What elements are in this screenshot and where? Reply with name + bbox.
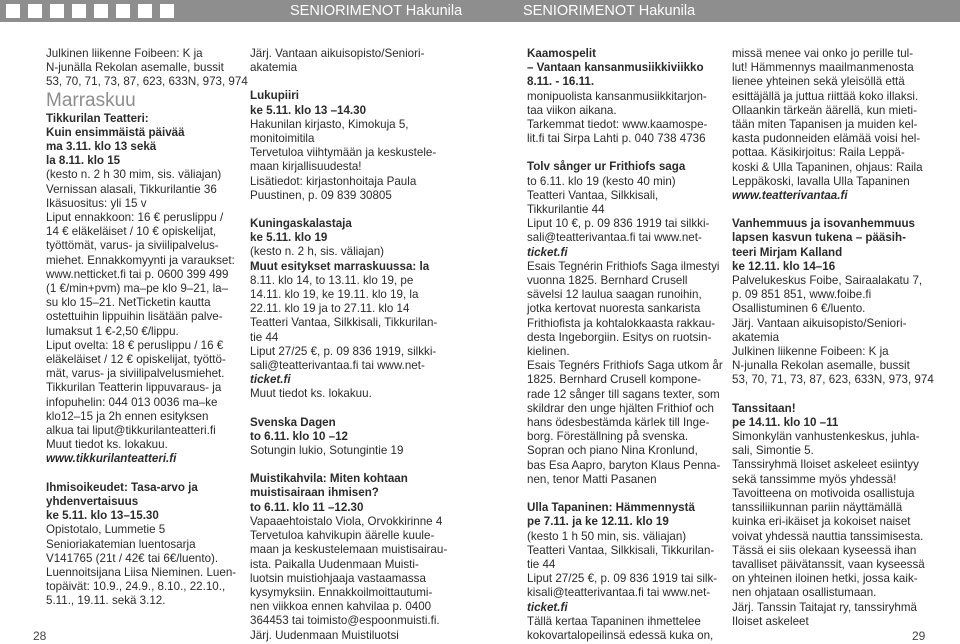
text-line: Tikkurilan Teatteri: [46,111,149,125]
text-line: rade 12 sånger till sagans texter, som [527,387,720,401]
text-line: monitoimitila [250,132,315,146]
text-line: kysymyksiin. Ennakkoilmoittautumi- [250,585,433,599]
text-line: kasta pudonneiden elämää voisi hel- [732,132,921,146]
text-line: tään miten Tapanisen ja muiden kel- [732,118,918,132]
text-line: (kesto n. 2 h, sis. väliajan) [250,245,385,259]
square-icon [138,4,152,18]
text-line: Iloiset askeleet [732,614,809,628]
text-line: infopuhelin: 044 013 0036 ma–ke [46,395,218,409]
text-line: akatemia [732,330,780,344]
text-line: Tervetuloa kahvikupin äärelle kuule- [250,529,435,543]
text-line: 22.11. klo 19 ja to 27.11. klo 14 [250,302,410,316]
text-column-1 [46,47,248,609]
text-line: Muut esitykset marraskuussa: la [250,259,430,273]
page-number-left: 28 [33,629,47,643]
text-line: (kesto n. 2 h 30 mim, sis. väliajan) [46,168,222,182]
text-line: Osallistuminen 6 €/luento. [732,302,866,316]
text-line: ista. Paikalla Uudenmaan Muisti- [250,557,419,571]
square-icon [28,4,42,18]
text-line: 14.11. klo 19, ke 19.11. klo 19, la [250,288,419,302]
text-line: Hakunilan kirjasto, Kimokuja 5, [250,117,409,131]
text-line: Senioriakatemian luentosarja [46,537,196,551]
page-number-right: 29 [912,629,926,643]
text-line: Ulla Tapaninen: Hämmennystä [527,501,695,515]
text-line: tie 44 [527,557,556,571]
spacer [527,487,723,501]
text-line: 53, 70, 71, 73, 87, 623, 633N, 973, 974 [732,373,934,387]
square-icon [160,4,174,18]
text-line: Liput 27/25 €, p. 09 836 1919, silkki- [250,344,437,358]
text-line: Muut tiedot ks. lokakuu. [46,438,168,452]
text-line: sali@teatterivantaa.fi tai www.net- [250,359,425,373]
text-line: ostettuihin lippuihin lisätään palve- [46,310,223,324]
text-line: voivat yhdessä nauttia tanssimisesta. [732,529,924,543]
text-line: luotsin muistiohjaaja vastaamassa [250,571,426,585]
text-line: Simonkylän vanhustenkeskus, juhla- [732,430,920,444]
text-line: Tarkemmat tiedot: www.kaamospe- [527,118,708,132]
text-line: hans ödesbestämda kärlek till Inge- [527,416,710,430]
text-line: kokovartalopeilinsä edessä kuka on, [527,628,714,642]
spacer [250,402,447,416]
text-line: V141765 (21t / 42€ tai 6€/luento). [46,551,219,565]
text-line: 5.11., 19.11. sekä 3.12. [46,594,166,608]
text-line: Kuin ensimmäistä päivää [46,125,185,139]
text-line: Svenska Dagen [250,415,336,429]
text-line: Frithiofista ja kohtalokkaasta rakkau- [527,316,716,330]
text-line: Ihmisoikeudet: Tasa-arvo ja [46,480,198,494]
text-line: ma 3.11. klo 13 sekä [46,140,157,154]
text-line: www.netticket.fi tai p. 0600 399 499 [46,267,229,281]
text-line: sali@teatterivantaa.fi tai www.net- [527,231,702,245]
text-line: 364453 tai toimisto@espoonmuisti.fi. [250,614,440,628]
text-line: to 6.11. klo 10 –12 [250,429,348,443]
text-line: www.teatterivantaa.fi [732,189,848,203]
text-line: 53, 70, 71, 73, 87, 623, 633N, 973, 974 [46,75,248,89]
text-line: Tikkurilan Teatterin lippuvaraus- ja [46,381,222,395]
text-line: Sotungin lukio, Sotungintie 19 [250,444,404,458]
text-line: jotka kertovat nuoresta sankarista [527,302,701,316]
spacer [250,458,447,472]
text-line: p. 09 851 851, www.foibe.fi [732,288,872,302]
square-icon [50,4,64,18]
running-header-right: SENIORIMENOT Hakunila [523,3,696,19]
text-column-4 [732,47,934,629]
text-line: Lukupiiri [250,89,299,103]
text-line: Julkinen liikenne Foibeen: K ja [732,345,889,359]
text-line: nen ohjataan osallistumaan. [732,586,877,600]
text-line: klo12–15 ja 2h ennen esityksen [46,409,209,423]
month-heading: Marraskuu [46,89,136,111]
text-line: Muut tiedot ks. lokakuu. [250,387,372,401]
text-line: yhdenvertaisuus [46,494,139,508]
text-line: sävelsi 12 laulua saagan runoihin, [527,288,702,302]
text-line: ke 5.11. klo 19 [250,231,328,245]
text-line: topäivät: 10.9., 24.9., 8.10., 22.10., [46,580,226,594]
text-line: to 6.11. klo 11 –12.30 [250,500,364,514]
text-line: Ikäsuositus: yli 15 v [46,196,147,210]
spacer [46,467,248,481]
text-line: kuinka eri-ikäiset ja kokoiset naiset [732,515,911,529]
text-line: borg. Föreställning på svenska. [527,430,689,444]
text-line: akatemia [250,61,298,75]
text-line: Järj. Tanssin Taitajat ry, tanssiryhmä [732,600,917,614]
text-line: 1825. Bernhard Crusell kompone- [527,373,702,387]
square-icon [6,4,20,18]
text-line: lapsen kasvun tukena – pääsih- [732,231,906,245]
text-line: 8.11. klo 14, to 13.11. klo 19, pe [250,273,414,287]
text-line: alkua tai liput@tikkurilanteatteri.fi [46,424,216,438]
text-line: skildrar den unge hjälten Frithiof och [527,401,714,415]
text-line: Järj. Vantaan aikuisopisto/Seniori- [250,47,425,60]
text-line: Liput ennakkoon: 16 € peruslippu / [46,211,224,225]
text-line: tavalliset päivätanssit, vaan kyseessä [732,557,925,571]
text-line: – Vantaan kansanmusiikkiviikko [527,61,704,75]
text-line: esittäjällä ja juttua riittää koko illaksi. [732,89,919,103]
text-line: Tolv sånger ur Frithiofs saga [527,160,686,174]
text-line: sali, Simontie 5. [732,444,814,458]
text-line: pe 7.11. ja ke 12.11. klo 19 [527,515,669,529]
text-line: Liput 27/25 €, p. 09 836 1919 tai silk- [527,572,718,586]
text-line: su klo 15–21. NetTicketin kautta [46,296,211,310]
text-line: bas Esa Aapro, baryton Klaus Penna- [527,458,721,472]
text-line: (kesto 1 h 50 min, sis. väliajan) [527,529,687,543]
text-column-2 [250,47,447,643]
text-line: maan ja keskustelemaan muistisairau- [250,543,448,557]
text-line: Muistikahvila: Miten kohtaan [250,472,408,486]
text-line: tie 44 [250,330,279,344]
text-line: taa viikon aikana. [527,103,617,117]
running-header-left: SENIORIMENOT Hakunila [290,3,463,19]
text-line: ticket.fi [527,600,568,614]
text-line: teeri Mirjam Kalland [732,245,843,259]
text-line: Kuningaskalastaja [250,217,352,231]
spacer [250,75,447,89]
text-line: Vanhemmuus ja isovanhemmuus [732,217,915,231]
text-line: työttömät, varus- ja siviilipalvelus- [46,239,219,253]
text-line: ticket.fi [250,373,291,387]
text-line: Teatteri Vantaa, Silkkisali, [527,188,659,202]
text-line: 8.11. - 16.11. [527,75,595,89]
text-line: Teatteri Vantaa, Silkkisali, Tikkurilan- [527,543,715,557]
text-line: www.tikkurilanteatteri.fi [46,452,177,466]
text-line: Teatteri Vantaa, Silkkisali, Tikkurilan- [250,316,438,330]
square-icon [72,4,86,18]
spacer [732,203,934,217]
text-line: Liput ovelta: 18 € peruslippu / 16 € [46,338,224,352]
text-line: missä menee vai onko jo perille tul- [732,47,914,60]
top-banner [0,0,960,22]
text-line: miehet. Ennakkomyynti ja varaukset: [46,253,235,267]
text-line: Järj. Uudenmaan Muistiluotsi [250,628,399,642]
text-line: Tässä ei siis olekaan kyseessä ihan [732,543,917,557]
square-icon [94,4,108,18]
text-line: tanssiliikunnan pariin näyttämällä [732,501,903,515]
text-column-3 [527,47,723,643]
text-line: nen, tenor Matti Pasanen [527,472,657,486]
text-line: nen viikkoa ennen kahvilaa p. 0400 [250,600,432,614]
text-line: to 6.11. klo 19 (kesto 40 min) [527,174,676,188]
text-line: Palvelukeskus Foibe, Sairaalakatu 7, [732,274,923,288]
spacer [250,203,447,217]
text-line: Tällä kertaa Tapaninen ihmettelee [527,614,701,628]
text-line: Tavoitteena on motivoida osallistuja [732,486,915,500]
text-line: on yhteinen iloinen hetki, jossa kaik- [732,572,918,586]
text-line: Liput 10 €, p. 09 836 1919 tai silkki- [527,217,710,231]
text-line: ke 12.11. klo 14–16 [732,259,836,273]
text-line: muistisairaan ihmisen? [250,486,379,500]
text-line: vuonna 1825. Bernhard Crusell [527,274,688,288]
text-line: Puustinen, p. 09 839 30805 [250,188,392,202]
text-line: ke 5.11. klo 13–15.30 [46,509,159,523]
text-line: Tanssiryhmä Iloiset askeleet esiintyy [732,458,919,472]
square-icon [116,4,130,18]
text-line: Vernissan alasali, Tikkurilantie 36 [46,182,217,196]
text-line: N-junälla Rekolan asemalle, bussit [46,61,224,75]
text-line: Esais Tegnérs Frithiofs Saga utkom år [527,359,723,373]
text-line: Vapaaehtoistalo Viola, Orvokkirinne 4 [250,514,443,528]
text-line: pottaa. Käsikirjoitus: Raila Leppä- [732,146,905,160]
text-line: lit.fi tai Sirpa Lahti p. 040 738 4736 [527,132,706,146]
text-line: Leppäkoski, lavalla Ulla Tapaninen [732,174,910,188]
text-line: pe 14.11. klo 10 –11 [732,415,839,429]
text-line: Ollaankin tärkeän äärellä, kun mieti- [732,103,917,117]
text-line: Opistotalo, Lummetie 5 [46,523,166,537]
text-line: kielinen. [527,345,570,359]
text-line: Lisätiedot: kirjastonhoitaja Paula [250,174,417,188]
text-line: Sopran och piano Nina Kronlund, [527,444,698,458]
text-line: 14 € eläkeläiset / 10 € opiskelijat, [46,225,217,239]
text-line: Tervetuloa viihtymään ja keskustele- [250,146,437,160]
text-line: la 8.11. klo 15 [46,154,121,168]
text-line: (1 €/min+pvm) ma–pe klo 9–21, la– [46,282,229,296]
text-line: koski & Ulla Tapaninen, ohjaus: Raila [732,160,923,174]
text-line: Esais Tegnérin Frithiofs Saga ilmestyi [527,259,720,273]
text-line: ke 5.11. klo 13 –14.30 [250,103,367,117]
text-line: lienee yhteinen sekä yleisöllä että [732,75,905,89]
text-line: lumaksut 1 €-2,50 €/lippu. [46,324,179,338]
text-line: Järj. Vantaan aikuisopisto/Seniori- [732,316,907,330]
text-line: eläkeläiset / 12 € opiskelijat, työttö- [46,353,226,367]
spacer [732,388,934,402]
text-line: N-junalla Rekolan asemalle, bussit [732,359,910,373]
text-line: Julkinen liikenne Foibeen: K ja [46,47,203,60]
text-line: Kaamospelit [527,47,596,60]
text-line: Tikkurilantie 44 [527,203,605,217]
text-line: Tanssitaan! [732,401,796,415]
text-line: ticket.fi [527,245,568,259]
text-line: maan kirjallisuudesta! [250,160,362,174]
text-line: sekä tanssimme myös yhdessä! [732,472,897,486]
text-line: Luennoitsijana Liisa Nieminen. Luen- [46,565,237,579]
text-line: lut! Hämmennys maailmanmenosta [732,61,914,75]
text-line: monipuolista kansanmusiikkitarjon- [527,89,707,103]
spacer [527,146,723,160]
text-line: mät, varus- ja siviilipalvelusmiehet. [46,367,225,381]
text-line: desta Ingeborgiin. Esitys on ruotsin- [527,330,712,344]
text-line: kisali@teatterivantaa.fi tai www.net- [527,586,711,600]
